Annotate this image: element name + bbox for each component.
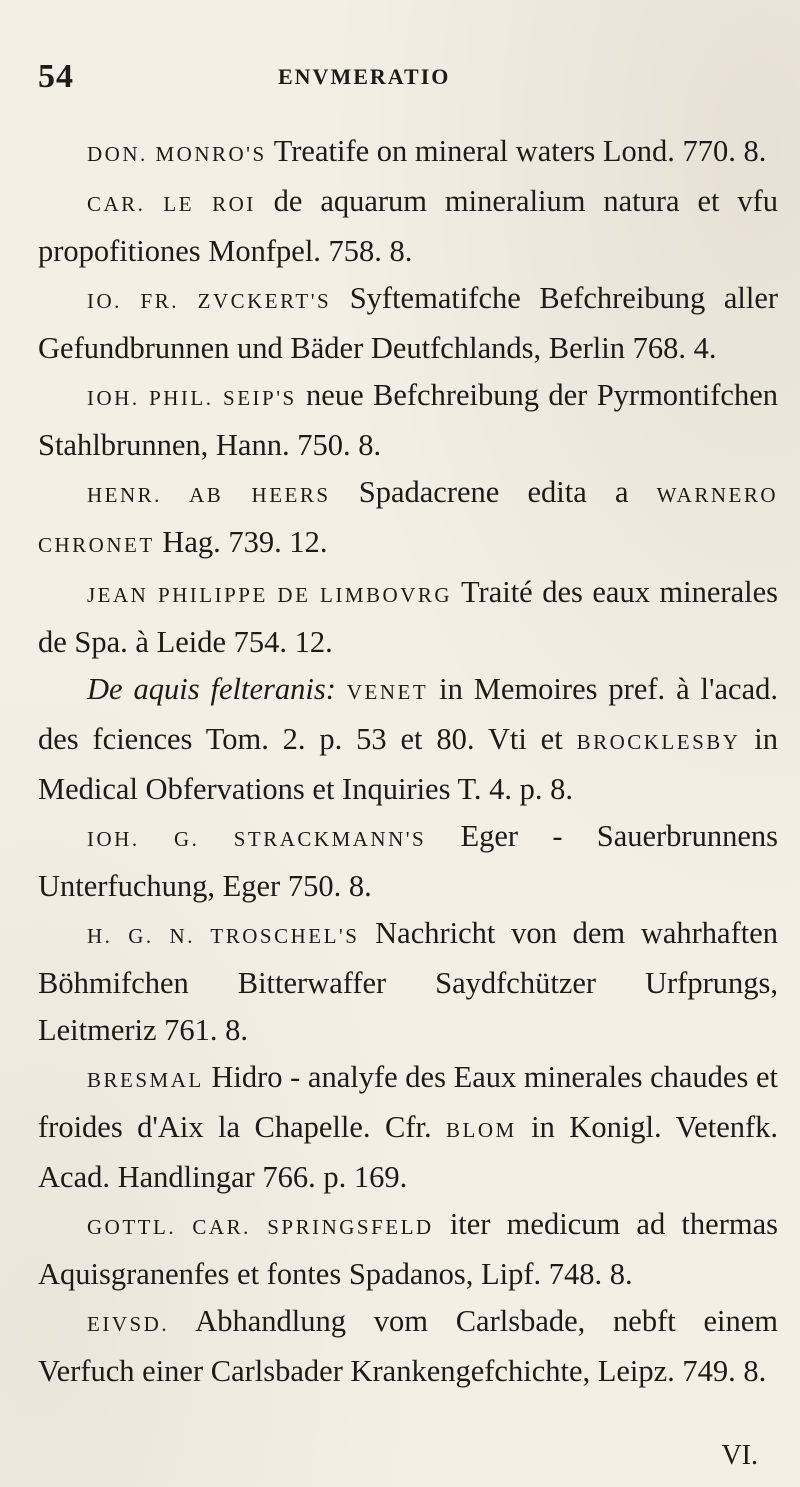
running-head: ENVMERATIO (278, 64, 451, 89)
entry-monro: DON. MONRO'S Treatife on mineral waters Lond. 770. 8. (87, 134, 767, 168)
bibliography-entries (38, 128, 778, 1395)
entry-seip: IOH. PHIL. SEIP'S neue Befchreibung der Pyrmontifchen Stahlbrunnen, Hann. 750. 8. (38, 378, 778, 462)
entry-limbourg: JEAN PHILIPPE DE LIMBOVRG Traité des eaux minerales de Spa. à Leide 754. 12. (38, 575, 778, 659)
entry-strackmann: IOH. G. STRACKMANN'S Eger - Sauerbrunnens Unterfuchung, Eger 750. 8. (38, 819, 778, 903)
entry-troschel: H. G. N. TROSCHEL'S Nachricht von dem wahrhaften Böhmifchen Bitterwaffer Saydfchützer Urfprungs, Leitmeriz 761. 8. (38, 916, 779, 1047)
page-number: 54 (38, 58, 74, 95)
entry-springsfeld: GOTTL. CAR. SPRINGSFELD iter medicum ad thermas Aquisgranenfes et fontes Spadanos, Lipf. 748. 8. (38, 1207, 778, 1291)
entry-eivsd: EIVSD. Abhandlung vom Carlsbade, nebft einem Verfuch einer Carlsbader Krankengefchichte, Leipz. 749. 8. (38, 1304, 778, 1388)
entry-heers: HENR. AB HEERS Spadacrene edita a WARNERO CHRONET Hag. 739. 12. (38, 475, 779, 559)
entry-zuckert: IO. FR. ZVCKERT'S Syftematifche Befchreibung aller Gefundbrunnen und Bäder Deutfchlands, Berlin 768. 4. (38, 281, 779, 365)
catchword: VI. (721, 1440, 758, 1471)
entry-bresmal: BRESMAL Hidro - analyfe des Eaux minerales chaudes et froides d'Aix la Chapelle. Cfr. BLOM in Konigl. Vetenfk. Acad. Handlingar 766. p. 169. (38, 1060, 779, 1194)
entry-le-roi: CAR. LE ROI de aquarum mineralium natura et vfu propofitiones Monfpel. 758. 8. (38, 184, 779, 268)
page-header (38, 58, 758, 98)
entry-de-aquis: De aquis felteranis: VENET in Memoires pref. à l'acad. des fciences Tom. 2. p. 53 et 80. Vti et BROCKLESBY in Medical Obfervations et Inquiries T. 4. p. 8. (38, 672, 779, 806)
